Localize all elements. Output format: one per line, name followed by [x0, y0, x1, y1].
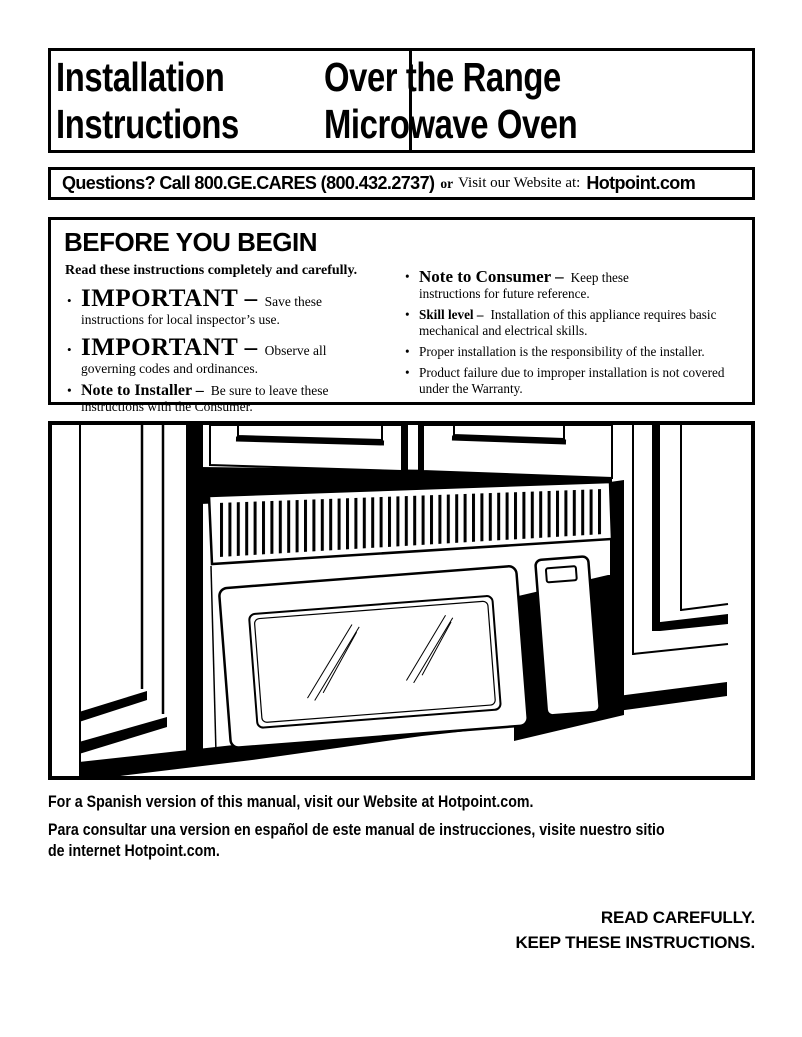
spacer	[48, 813, 802, 820]
before-you-begin-section	[48, 217, 755, 414]
item-term: IMPORTANT –	[81, 285, 258, 312]
byb-right-column	[403, 264, 753, 397]
product-title-line2: Microwave Oven	[324, 101, 578, 147]
item-text: Product failure due to improper installation is not covered under the Warranty.	[419, 365, 725, 396]
item-text: Be sure to leave these instructions with the Consumer.	[81, 383, 329, 414]
title-banner	[48, 48, 755, 153]
contact-website: Hotpoint.com	[586, 173, 696, 193]
body-seam	[211, 566, 216, 753]
vent-grille	[209, 482, 612, 564]
doc-title-line2: Instructions	[56, 101, 239, 147]
display-window	[546, 566, 577, 582]
right-cabinet	[633, 425, 728, 655]
doc-title-line1: Installation	[56, 54, 225, 100]
closing-line-1: READ CAREFULLY.	[600, 908, 755, 927]
byb-lead: Read these instructions completely and carefully.	[65, 263, 358, 278]
contact-or: or	[440, 175, 454, 191]
item-text: Proper installation is the responsibility of the installer.	[419, 344, 705, 359]
control-panel	[535, 556, 600, 716]
byb-left-column	[65, 263, 387, 414]
item-text: Save these instructions for local inspector’s use.	[81, 294, 322, 327]
list-item	[65, 335, 387, 377]
closing-line-2: KEEP THESE INSTRUCTIONS.	[515, 933, 755, 952]
closing-note	[515, 905, 755, 955]
spanish-line-3: de internet Hotpoint.com.	[48, 842, 220, 860]
item-text: Observe all governing codes and ordinances.	[81, 342, 327, 376]
list-item	[403, 307, 753, 339]
contact-phone: Questions? Call 800.GE.CARES (800.432.2737)	[62, 173, 435, 193]
spanish-note	[48, 792, 802, 862]
spanish-line-2: Para consultar una version en español de este manual de instrucciones, visite nuestro sitio	[48, 821, 665, 839]
item-term: Note to Consumer –	[419, 267, 564, 286]
contact-bar	[48, 167, 755, 200]
product-title-line1: Over the Range	[324, 54, 561, 100]
product-title	[324, 54, 577, 148]
item-term: Note to Installer –	[81, 382, 204, 399]
item-text: Installation of this appliance requires basic mechanical and electrical skills.	[419, 307, 717, 338]
microwave-door	[219, 566, 528, 748]
list-item	[403, 269, 753, 302]
contact-visit-label: Visit our Website at:	[458, 175, 581, 191]
list-item	[403, 344, 753, 360]
microwave-installation-illustration	[52, 425, 751, 776]
list-item	[65, 383, 387, 414]
list-item	[65, 286, 387, 328]
item-term: Skill level –	[419, 307, 484, 322]
item-term: IMPORTANT –	[81, 333, 258, 361]
section-heading: BEFORE YOU BEGIN	[64, 227, 318, 257]
item-text: Keep these instructions for future reference.	[419, 270, 629, 301]
list-item	[403, 365, 753, 397]
figure-frame	[48, 421, 755, 780]
spanish-line-1: For a Spanish version of this manual, visit our Website at Hotpoint.com.	[48, 793, 534, 811]
doc-title	[56, 54, 239, 148]
left-cabinet	[79, 425, 203, 766]
